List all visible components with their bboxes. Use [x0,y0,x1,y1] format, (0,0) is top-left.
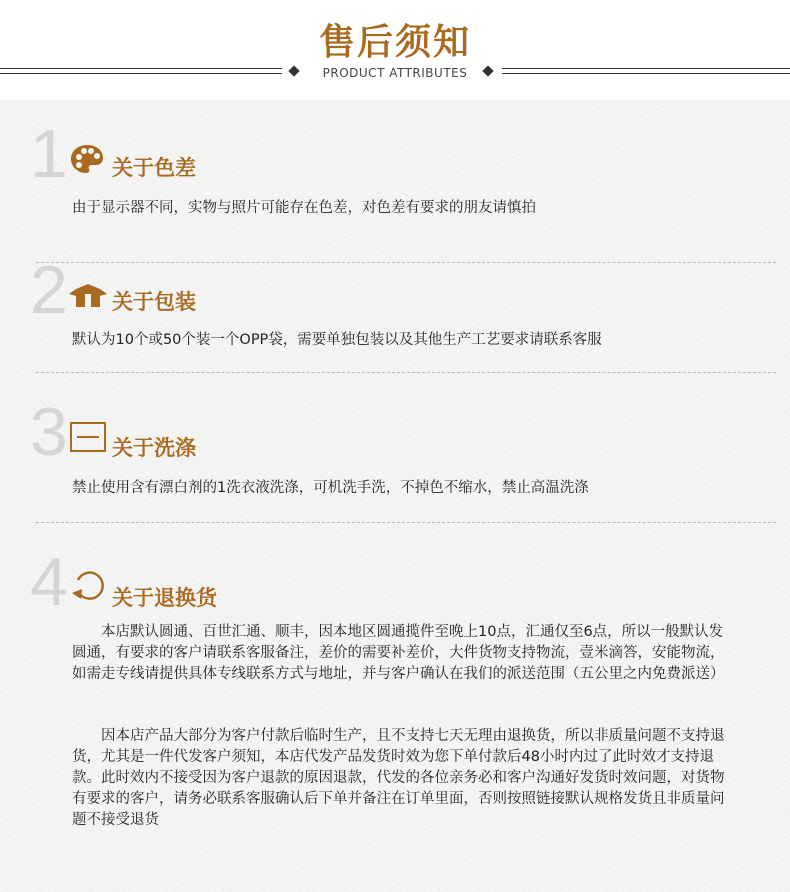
section-text: 由于显示器不同，实物与照片可能存在色差，对色差有要求的朋友请慎拍 [72,200,536,216]
page-subtitle: PRODUCT ATTRIBUTES [322,66,468,80]
section-heading: 关于色差 [112,156,196,180]
returns-paragraph-2: 因本店产品大部分为客户付款后临时生产，且不支持七天无理由退换货，所以非质量问题不支持退货，尤其是一件代发客户须知，本店代发产品发货时效为您下单付款后48小时内过了此时效才支持退款。此时效内不接受因为客户退款的原因退款，代发的各位亲务必和客户沟通好发货时效问题，对货物有要求的客户，请务必联系客服确认后下单并备注在订单里面，否则按照链接默认规格发货且非质量问题不接受退货 [72,728,725,828]
divider [36,522,776,523]
section-number: 2 [30,252,68,328]
divider [36,262,776,263]
section-text: 禁止使用含有漂白剂的1洗衣液洗涤，可机洗手洗，不掉色不缩水，禁止高温洗涤 [72,480,589,496]
page-title: 售后须知 [318,22,471,63]
header [0,0,790,96]
section-heading: 关于包装 [112,290,196,314]
section-heading: 关于退换货 [112,586,217,610]
content-panel [0,100,790,892]
section-text: 默认为10个或50个装一个OPP袋，需要单独包装以及其他生产工艺要求请联系客服 [72,332,602,348]
section-heading: 关于洗涤 [112,436,196,460]
section-number: 1 [30,116,68,192]
palette-icon [70,144,104,178]
returns-paragraph-1: 本店默认圆通、百世汇通、顺丰，因本地区圆通揽件至晚上10点，汇通仅至6点，所以一般默认发圆通，有要求的客户请联系客服备注，差价的需要补差价，大件货物支持物流，壹米滴答，安能物流，如需走专线请提供具体专线联系方式与地址，并与客户确认在我们的派送范围（五公里之内免费派送） [72,624,725,682]
wash-icon [70,422,106,456]
section-number: 4 [30,544,68,620]
section-number: 3 [30,394,68,470]
divider [36,372,776,373]
package-icon [68,280,108,314]
return-icon [70,570,106,608]
